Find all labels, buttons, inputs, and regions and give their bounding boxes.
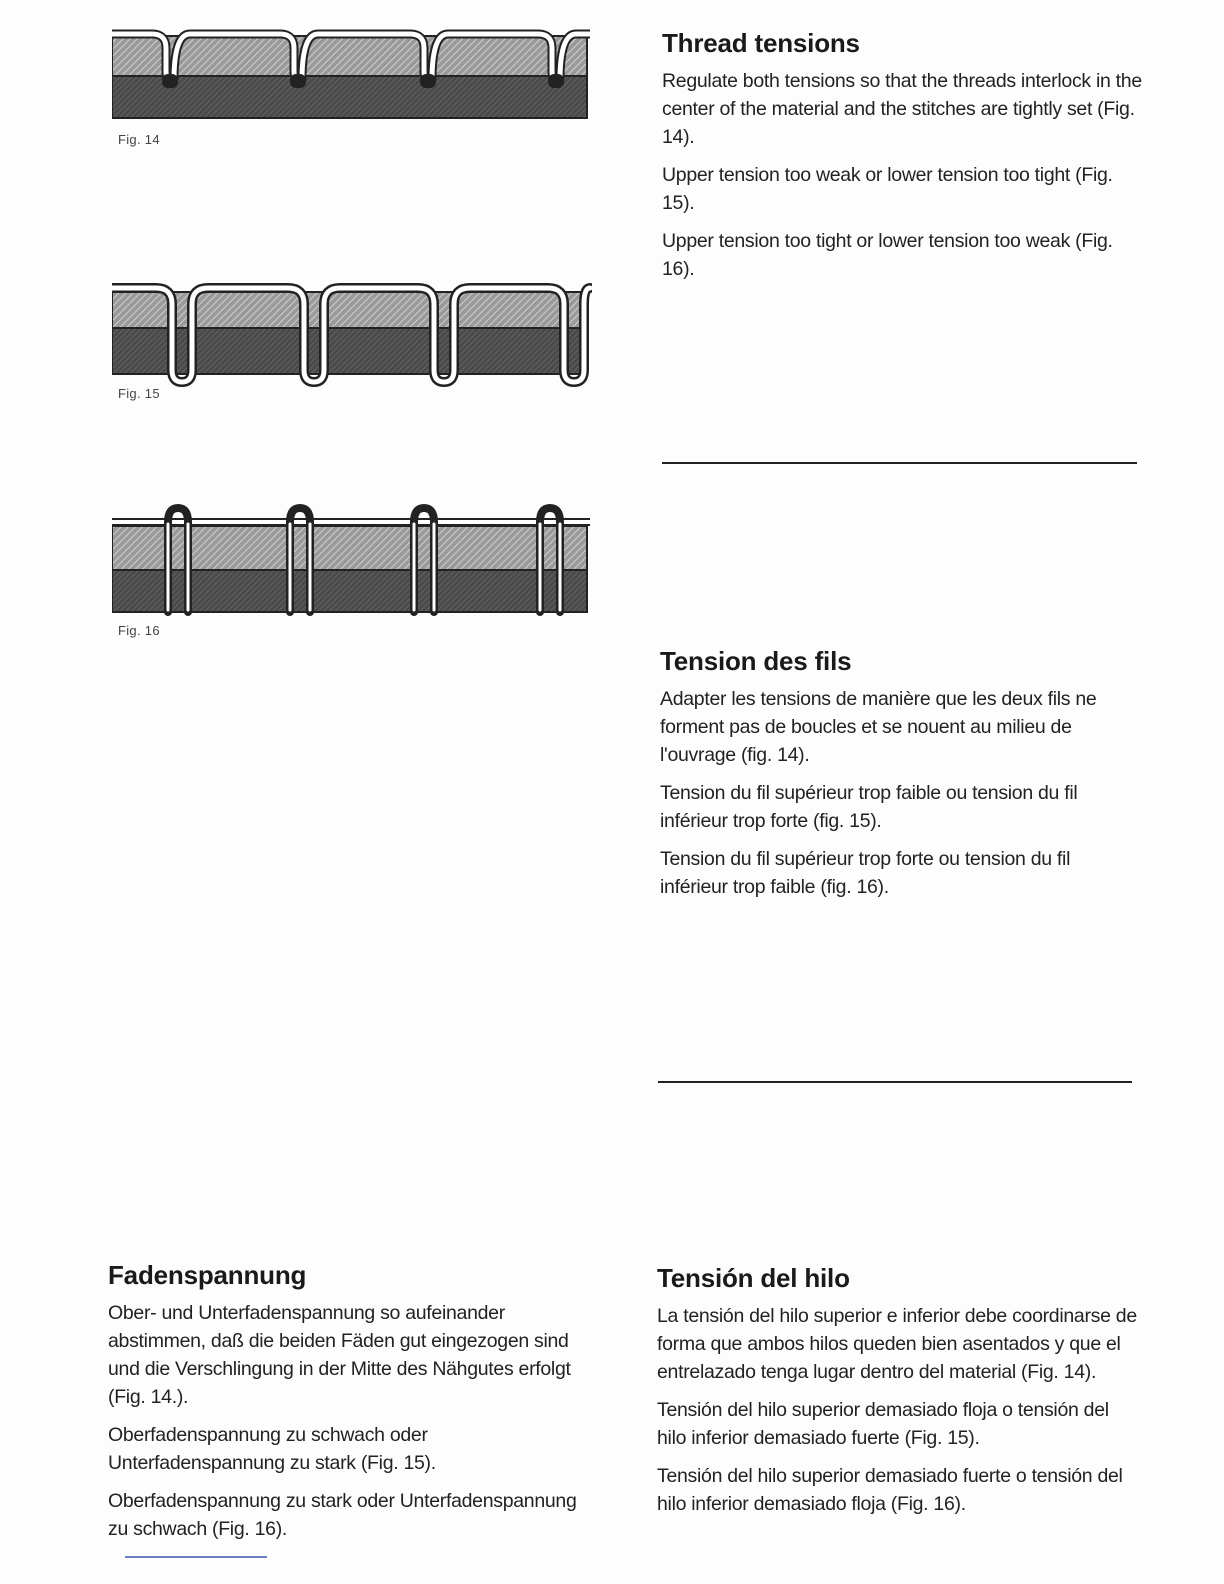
section-german-paragraph-3: Oberfadenspannung zu stark oder Unterfadenspannung zu schwach (Fig. 16). <box>108 1490 577 1540</box>
section-german-paragraph-1: Ober- und Unterfadenspannung so aufeinander abstimmen, daß die beiden Fäden gut eingezogen sind und die Verschlingung in der Mitte des Nähgutes erfolgt (Fig. 14.). <box>108 1302 571 1408</box>
section-english-title: Thread tensions <box>662 28 860 58</box>
section-spanish-paragraph-2: Tensión del hilo superior demasiado floja o tensión del hilo inferior demasiado fuerte (Fig. 15). <box>657 1399 1109 1449</box>
section-spanish <box>657 1263 1142 1528</box>
section-german-title: Fadenspannung <box>108 1260 307 1290</box>
section-german-paragraph-2: Oberfadenspannung zu schwach oder Unterfadenspannung zu stark (Fig. 15). <box>108 1424 436 1474</box>
section-spanish-paragraph-3: Tensión del hilo superior demasiado fuerte o tensión del hilo inferior demasiado floja (Fig. 16). <box>657 1465 1123 1515</box>
section-spanish-title: Tensión del hilo <box>657 1263 850 1293</box>
divider-english-french <box>662 462 1137 464</box>
section-french-paragraph-2: Tension du fil supérieur trop faible ou tension du fil inférieur trop forte (fig. 15). <box>660 782 1078 832</box>
section-english-paragraph-1: Regulate both tensions so that the threads interlock in the center of the material and the stitches are tightly set (Fig. 14). <box>662 70 1142 148</box>
section-english <box>662 28 1142 293</box>
section-french-paragraph-3: Tension du fil supérieur trop forte ou tension du fil inférieur trop faible (fig. 16). <box>660 848 1071 898</box>
section-french-title: Tension des fils <box>660 646 852 676</box>
section-french-paragraph-1: Adapter les tensions de manière que les deux fils ne forment pas de boucles et se nouent au milieu de l'ouvrage (fig. 14). <box>660 688 1097 766</box>
figure-15-illustration <box>112 278 592 388</box>
figure-14-label: Fig. 14 <box>118 132 160 147</box>
section-english-paragraph-2: Upper tension too weak or lower tension too tight (Fig. 15). <box>662 164 1113 214</box>
section-english-paragraph-3: Upper tension too tight or lower tension too weak (Fig. 16). <box>662 230 1113 280</box>
divider-french-spanish <box>658 1081 1132 1083</box>
section-spanish-paragraph-1: La tensión del hilo superior e inferior debe coordinarse de forma que ambos hilos queden bien asentados y que el entrelazado tenga lugar dentro del material (Fig. 14). <box>657 1305 1137 1383</box>
figure-16-illustration <box>112 500 592 618</box>
section-german <box>108 1260 588 1553</box>
bottom-rule <box>125 1556 267 1558</box>
figure-16-label: Fig. 16 <box>118 623 160 638</box>
figure-15-label: Fig. 15 <box>118 386 160 401</box>
figure-14-illustration <box>112 28 592 123</box>
section-french <box>660 646 1142 911</box>
